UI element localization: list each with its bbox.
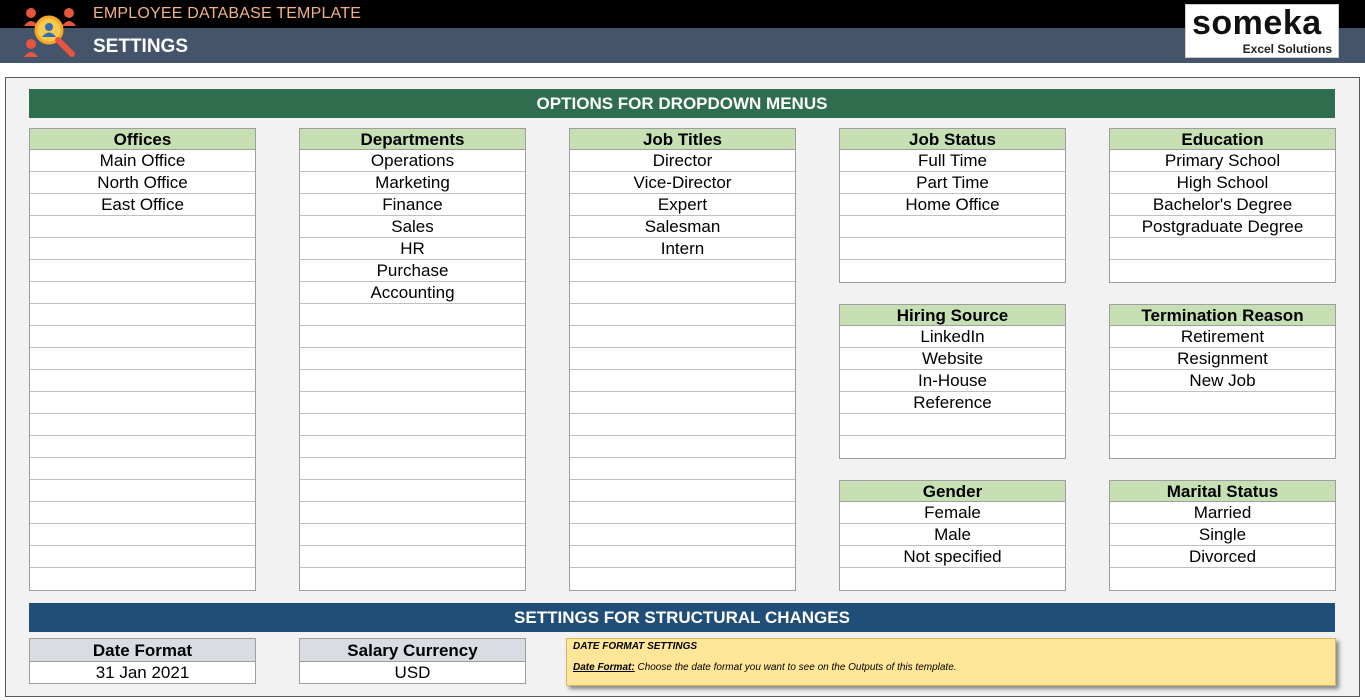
template-title: EMPLOYEE DATABASE TEMPLATE <box>93 5 362 22</box>
offices-list <box>29 128 256 591</box>
list-item[interactable] <box>30 458 255 480</box>
list-item[interactable]: Main Office <box>30 150 255 172</box>
note-title: DATE FORMAT SETTINGS <box>573 641 698 652</box>
list-item[interactable] <box>30 414 255 436</box>
logo-wordmark: someka <box>1192 4 1322 42</box>
date-format-label: Date Format <box>30 639 255 662</box>
list-item[interactable] <box>1110 436 1335 458</box>
education-list <box>1109 128 1336 283</box>
list-header: Hiring Source <box>840 304 1065 326</box>
list-item[interactable]: Primary School <box>1110 150 1335 172</box>
list-item[interactable]: New Job <box>1110 370 1335 392</box>
list-header: Job Status <box>840 128 1065 150</box>
list-item[interactable] <box>570 370 795 392</box>
list-item[interactable] <box>30 524 255 546</box>
list-item[interactable]: Marketing <box>300 172 525 194</box>
list-item[interactable] <box>570 458 795 480</box>
dropdown-options-banner: OPTIONS FOR DROPDOWN MENUS <box>29 89 1335 118</box>
list-item[interactable] <box>1110 392 1335 414</box>
list-item[interactable]: Part Time <box>840 172 1065 194</box>
list-item[interactable] <box>570 568 795 590</box>
list-item[interactable]: Finance <box>300 194 525 216</box>
list-item[interactable]: Accounting <box>300 282 525 304</box>
list-item[interactable]: Not specified <box>840 546 1065 568</box>
list-item[interactable] <box>30 568 255 590</box>
list-item[interactable]: Operations <box>300 150 525 172</box>
list-item[interactable] <box>300 546 525 568</box>
list-item[interactable] <box>300 524 525 546</box>
list-item[interactable] <box>570 502 795 524</box>
list-item[interactable] <box>30 436 255 458</box>
list-item[interactable]: East Office <box>30 194 255 216</box>
employee-search-icon <box>22 4 78 58</box>
list-item[interactable] <box>300 348 525 370</box>
structural-changes-banner: SETTINGS FOR STRUCTURAL CHANGES <box>29 603 1335 632</box>
list-header: Education <box>1110 128 1335 150</box>
list-item[interactable]: North Office <box>30 172 255 194</box>
list-item[interactable] <box>300 414 525 436</box>
termination-reason-list <box>1109 304 1336 459</box>
list-item[interactable] <box>30 304 255 326</box>
list-item[interactable]: Intern <box>570 238 795 260</box>
list-item[interactable]: Website <box>840 348 1065 370</box>
list-item[interactable] <box>570 282 795 304</box>
note-text: Choose the date format you want to see on the Outputs of this template. <box>634 662 957 673</box>
list-item[interactable] <box>570 524 795 546</box>
list-header: Job Titles <box>570 128 795 150</box>
gender-list <box>839 480 1066 591</box>
app-header <box>0 0 1365 63</box>
list-item[interactable]: Retirement <box>1110 326 1335 348</box>
list-item[interactable] <box>570 392 795 414</box>
list-header: Departments <box>300 128 525 150</box>
list-item[interactable] <box>30 480 255 502</box>
list-item[interactable] <box>30 370 255 392</box>
list-item[interactable]: Bachelor's Degree <box>1110 194 1335 216</box>
list-item[interactable] <box>30 216 255 238</box>
list-item[interactable] <box>30 392 255 414</box>
list-item[interactable]: Expert <box>570 194 795 216</box>
list-header: Gender <box>840 480 1065 502</box>
logo-tagline: Excel Solutions <box>1242 42 1332 56</box>
list-item[interactable] <box>30 546 255 568</box>
list-item[interactable]: Married <box>1110 502 1335 524</box>
list-item[interactable] <box>300 436 525 458</box>
list-item[interactable] <box>840 238 1065 260</box>
list-item[interactable] <box>840 260 1065 282</box>
list-item[interactable] <box>840 568 1065 590</box>
list-item[interactable]: Male <box>840 524 1065 546</box>
list-item[interactable] <box>570 304 795 326</box>
list-item[interactable]: Resignment <box>1110 348 1335 370</box>
note-body <box>573 662 1329 673</box>
salary-currency-value[interactable]: USD <box>394 663 431 682</box>
list-item[interactable] <box>300 370 525 392</box>
list-item[interactable] <box>1110 414 1335 436</box>
page-title: SETTINGS <box>93 36 189 57</box>
job-titles-list <box>569 128 796 591</box>
list-item[interactable] <box>840 436 1065 458</box>
list-item[interactable]: Postgraduate Degree <box>1110 216 1335 238</box>
list-item[interactable] <box>30 282 255 304</box>
list-item[interactable] <box>300 326 525 348</box>
list-item[interactable] <box>840 414 1065 436</box>
list-item[interactable]: Divorced <box>1110 546 1335 568</box>
list-item[interactable] <box>300 568 525 590</box>
list-item[interactable] <box>1110 238 1335 260</box>
list-item[interactable]: Sales <box>300 216 525 238</box>
list-item[interactable]: Female <box>840 502 1065 524</box>
list-item[interactable]: Home Office <box>840 194 1065 216</box>
list-item[interactable] <box>840 216 1065 238</box>
list-item[interactable] <box>30 326 255 348</box>
list-item[interactable] <box>300 502 525 524</box>
someka-logo[interactable] <box>1185 4 1339 58</box>
list-header: Termination Reason <box>1110 304 1335 326</box>
list-item[interactable] <box>300 480 525 502</box>
list-item[interactable] <box>1110 568 1335 590</box>
list-item[interactable] <box>570 546 795 568</box>
list-item[interactable] <box>570 326 795 348</box>
note-key: Date Format: <box>573 662 635 673</box>
list-item[interactable] <box>300 392 525 414</box>
date-format-note <box>566 638 1336 686</box>
list-item[interactable] <box>570 480 795 502</box>
list-header: Offices <box>30 128 255 150</box>
list-item[interactable] <box>1110 260 1335 282</box>
list-item[interactable] <box>30 348 255 370</box>
list-item[interactable]: Purchase <box>300 260 525 282</box>
list-item[interactable] <box>570 414 795 436</box>
salary-currency-label: Salary Currency <box>300 639 525 662</box>
list-item[interactable]: In-House <box>840 370 1065 392</box>
date-format-value[interactable]: 31 Jan 2021 <box>95 663 190 682</box>
list-item[interactable] <box>300 304 525 326</box>
list-item[interactable] <box>30 502 255 524</box>
list-item[interactable] <box>570 348 795 370</box>
list-item[interactable] <box>30 260 255 282</box>
hiring-source-list <box>839 304 1066 459</box>
list-item[interactable]: LinkedIn <box>840 326 1065 348</box>
list-item[interactable] <box>30 238 255 260</box>
list-item[interactable] <box>570 260 795 282</box>
salary-currency-setting <box>299 638 526 684</box>
list-item[interactable]: Director <box>570 150 795 172</box>
list-item[interactable]: Full Time <box>840 150 1065 172</box>
list-item[interactable]: Vice-Director <box>570 172 795 194</box>
departments-list <box>299 128 526 591</box>
list-item[interactable] <box>570 436 795 458</box>
list-item[interactable]: Reference <box>840 392 1065 414</box>
marital-status-list <box>1109 480 1336 591</box>
list-item[interactable]: HR <box>300 238 525 260</box>
date-format-setting <box>29 638 256 684</box>
list-item[interactable]: Salesman <box>570 216 795 238</box>
list-item[interactable]: Single <box>1110 524 1335 546</box>
list-header: Marital Status <box>1110 480 1335 502</box>
list-item[interactable] <box>300 458 525 480</box>
list-item[interactable]: High School <box>1110 172 1335 194</box>
header-bottom-bar <box>0 28 1365 63</box>
job-status-list <box>839 128 1066 283</box>
